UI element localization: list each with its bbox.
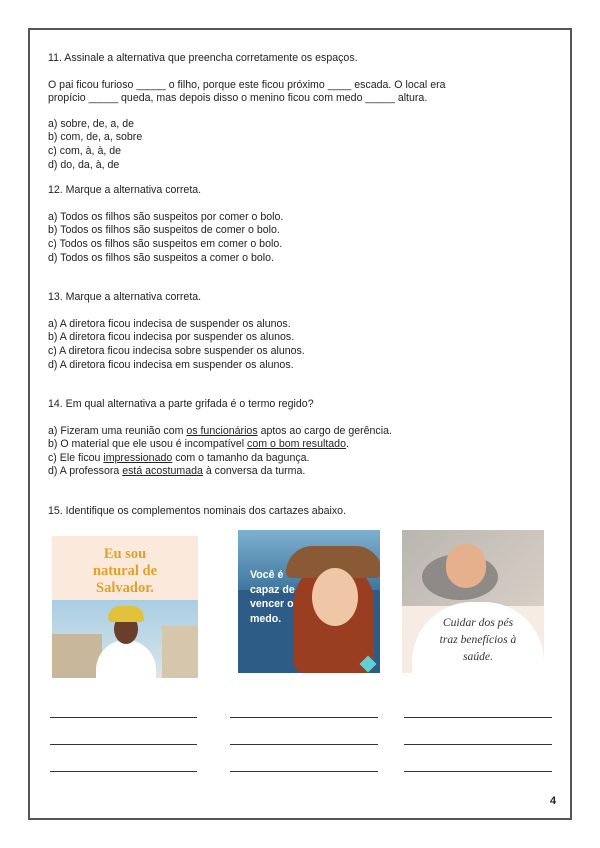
question-14-title: 14. Em qual alternativa a parte grifada é o termo regido?: [48, 398, 314, 411]
question-11-options: [48, 118, 558, 172]
option-13-c: c) A diretora ficou indecisa sobre suspender os alunos.: [48, 344, 305, 357]
poster-salvador-line-2: natural de: [92, 563, 158, 579]
poster-pes-line-3: saúde.: [463, 650, 493, 663]
answer-line[interactable]: [404, 744, 552, 745]
worksheet-content: [48, 52, 558, 532]
option-14-d-text: d) A professora: [48, 465, 123, 478]
option-12-d: d) Todos os filhos são suspeitos a comer o bolo.: [48, 251, 274, 264]
poster-medo-line-1: Você é: [250, 569, 284, 581]
question-13-title: 13. Marque a alternativa correta.: [48, 291, 202, 304]
question-11-line-2: propício _____ queda, mas depois disso o menino ficou com medo _____ altura.: [48, 92, 428, 105]
option-11-a: a) sobre, de, a, de: [48, 117, 134, 130]
option-14-b: [48, 438, 558, 452]
poster-salvador-photo: [52, 600, 198, 678]
poster-medo: [238, 530, 380, 673]
option-14-d-rest: à conversa da turma.: [202, 465, 306, 478]
option-12-c: c) Todos os filhos são suspeitos em comer o bolo.: [48, 237, 283, 250]
question-14-options: [48, 425, 558, 479]
question-15-title: 15. Identifique os complementos nominais dos cartazes abaixo.: [48, 505, 346, 518]
option-13-d: d) A diretora ficou indecisa em suspender os alunos.: [48, 358, 294, 371]
option-12-a: a) Todos os filhos são suspeitos por comer o bolo.: [48, 210, 284, 223]
question-11-title: 11. Assinale a alternativa que preencha corretamente os espaços.: [48, 52, 358, 64]
option-14-a-underlined: os funcionários: [186, 424, 258, 437]
answer-line[interactable]: [50, 771, 197, 772]
question-11-text: [48, 79, 558, 106]
poster-medo-text: [250, 568, 320, 626]
answer-line[interactable]: [230, 744, 378, 745]
poster-medo-line-2: capaz de: [250, 583, 295, 596]
poster-salvador: [52, 536, 198, 678]
poster-salvador-text: [52, 546, 198, 597]
question-12-title: 12. Marque a alternativa correta.: [48, 184, 202, 197]
option-11-c: c) com, à, à, de: [48, 144, 122, 157]
poster-pes-line-1: Cuidar dos pés: [442, 616, 514, 629]
answer-line[interactable]: [404, 771, 552, 772]
option-14-d-underlined: está acostumada: [122, 465, 203, 478]
option-14-b-rest: .: [345, 438, 349, 451]
poster-pes-line-2: traz benefícios à: [439, 633, 517, 646]
option-14-c-underlined: impressionado: [103, 451, 173, 464]
answer-line[interactable]: [230, 717, 378, 718]
poster-medo-line-3: vencer o: [250, 598, 294, 610]
option-14-c-rest: com o tamanho da bagunça.: [172, 451, 310, 464]
option-14-a-text: a) Fizeram uma reunião com: [48, 424, 187, 437]
answer-line[interactable]: [404, 717, 552, 718]
answer-line[interactable]: [230, 771, 378, 772]
question-12-options: [48, 211, 558, 265]
option-11-d: d) do, da, à, de: [48, 158, 120, 171]
option-11-b: b) com, de, a, sobre: [48, 131, 143, 144]
poster-salvador-line-1: Eu sou: [103, 546, 147, 562]
poster-medo-line-4: medo.: [250, 612, 282, 625]
answer-line[interactable]: [50, 717, 197, 718]
question-13-options: [48, 318, 558, 372]
question-11-line-1: O pai ficou furioso _____ o filho, porque este ficou próximo ____ escada. O local era: [48, 78, 446, 91]
answer-line[interactable]: [50, 744, 197, 745]
option-14-c: [48, 452, 558, 466]
option-14-c-text: c) Ele ficou: [48, 451, 104, 464]
poster-pes-text: [412, 614, 544, 665]
option-14-d: [48, 465, 558, 479]
poster-pes-photo: [402, 530, 544, 606]
option-12-b: b) Todos os filhos são suspeitos de comer o bolo.: [48, 224, 280, 237]
option-14-b-text: b) O material que ele usou é incompatível: [48, 438, 248, 451]
option-14-a-rest: aptos ao cargo de gerência.: [257, 424, 392, 437]
option-13-a: a) A diretora ficou indecisa de suspender os alunos.: [48, 317, 291, 330]
poster-pes: [402, 530, 544, 673]
poster-salvador-line-3: Salvador.: [96, 580, 154, 596]
page-number: 4: [550, 795, 557, 807]
option-14-a: [48, 425, 558, 439]
option-13-b: b) A diretora ficou indecisa por suspender os alunos.: [48, 331, 295, 344]
option-14-b-underlined: com o bom resultado: [247, 438, 346, 451]
